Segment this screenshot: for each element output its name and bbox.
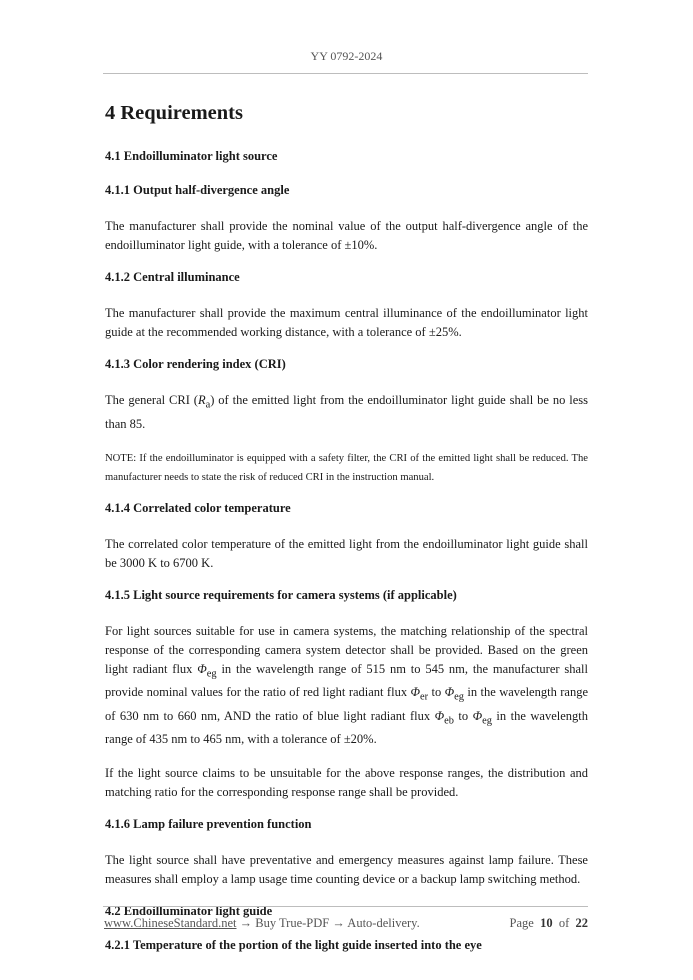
heading-4-2: 4.2 Endoilluminator light guide: [105, 904, 273, 918]
paragraph-4-1-6: The light source shall have preventative and emergency measures against lamp failure. These measures shall employ a lamp usage time counting device or a backup lamp switching method.: [105, 853, 588, 886]
page-footer: [104, 916, 588, 931]
heading-4-1: 4.1 Endoilluminator light source: [105, 149, 278, 163]
heading-4-1-1: 4.1.1 Output half-divergence angle: [105, 183, 290, 197]
heading-4-1-6: 4.1.6 Lamp failure prevention function: [105, 817, 312, 831]
heading-4-1-2: 4.1.2 Central illuminance: [105, 270, 240, 284]
delivery-text: Auto-delivery.: [344, 916, 420, 930]
running-header: YY 0792-2024: [310, 49, 383, 63]
paragraph-4-1-2: The manufacturer shall provide the maximum central illuminance of the endoilluminator light guide at the recommended working distance, with a tolerance of ±25%.: [105, 306, 588, 339]
page-number: Page 10 of 22: [509, 916, 588, 930]
paragraph-4-1-5-second: If the light source claims to be unsuitable for the above response ranges, the distribution and matching ratio for the corresponding response range shall be provided.: [105, 766, 588, 799]
paragraph-4-1-1: The manufacturer shall provide the nominal value of the output half-divergence angle of the endoilluminator light guide, with a tolerance of ±10%.: [105, 219, 588, 252]
buy-pdf-text: Buy True-PDF: [252, 916, 333, 930]
header-divider: [103, 73, 588, 74]
paragraph-4-1-4: The correlated color temperature of the emitted light from the endoilluminator light guide shall be 3000 K to 6700 K.: [105, 536, 588, 570]
heading-4-1-5: 4.1.5 Light source requirements for camera systems (if applicable): [105, 587, 457, 602]
arrow-icon: →: [332, 916, 345, 930]
page-content: [105, 100, 588, 972]
note-4-1-3: NOTE: If the endoilluminator is equipped with a safety filter, the CRI of the emitted light shall be reduced. The manufacturer needs to state the risk of reduced CRI in the instruction manual.: [105, 452, 588, 483]
paragraph-4-1-5: For light sources suitable for use in camera systems, the matching relationship of the spectral response of the corresponding camera system detector shall be provided. Based on the green light radiant flux $\Phi_{eg}$ in the wavelength range of 515 nm to 545 nm, the manufacturer shall provide nominal values for the ratio of red light radiant flux $\Phi_{er}$ to $\Phi_{eg}$ in the wavelength range of 630 nm to 660 nm, AND the ratio of blue light radiant flux $\Phi_{eb}$ to $\Phi_{eg}$ in the wavelength range of 435 nm to 465 nm, with a tolerance of ±20%.: [105, 623, 588, 746]
heading-4-2-1: 4.2.1 Temperature of the portion of the light guide inserted into the eye: [105, 938, 482, 952]
arrow-icon: →: [239, 916, 253, 930]
paragraph-4-1-3: The general CRI $(R_a)$ of the emitted light from the endoilluminator light guide shall be no less than 85.: [105, 393, 588, 431]
website-link[interactable]: www.ChineseStandard.net: [104, 916, 237, 930]
heading-4-1-3: 4.1.3 Color rendering index (CRI): [105, 357, 286, 371]
footer-divider: [103, 906, 588, 907]
heading-4-1-4: 4.1.4 Correlated color temperature: [105, 500, 291, 515]
section-title: 4 Requirements: [105, 102, 243, 124]
